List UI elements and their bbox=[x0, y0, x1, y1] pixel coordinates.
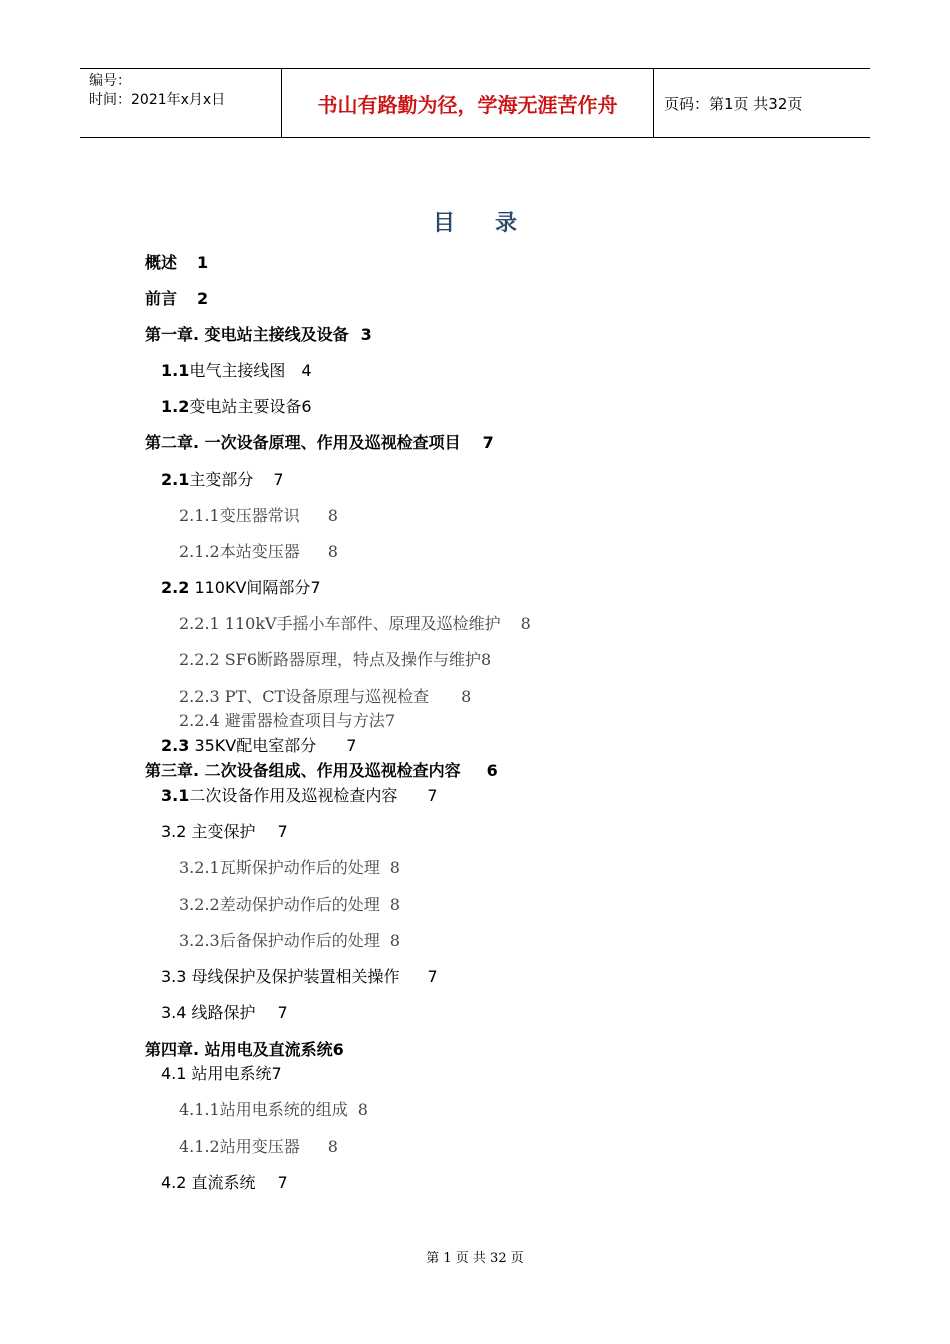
toc-entry[interactable] bbox=[179, 931, 400, 951]
toc-entry-page: 7 bbox=[277, 1173, 288, 1192]
toc-entry-page: 7 bbox=[277, 822, 288, 841]
toc-entry[interactable] bbox=[179, 895, 400, 915]
toc-entry-text: 4.2 直流系统 bbox=[161, 1173, 256, 1192]
toc-entry-number: 2.3 bbox=[161, 736, 190, 755]
toc-entry-page: 8 bbox=[389, 895, 400, 914]
toc-entry-text: 第三章. 二次设备组成、作用及巡视检查内容 bbox=[145, 761, 461, 780]
toc-entry-page: 8 bbox=[481, 650, 492, 669]
toc-entry-text: 电气主接线图 bbox=[189, 361, 286, 380]
toc-entry[interactable] bbox=[145, 325, 372, 345]
toc-entry[interactable] bbox=[145, 761, 498, 781]
toc-entry-text: 第二章. 一次设备原理、作用及巡视检查项目 bbox=[145, 433, 461, 452]
toc-entry-text: 35KV配电室部分 bbox=[194, 736, 317, 755]
toc-entry-text: 4.1 站用电系统 bbox=[161, 1064, 272, 1083]
toc-entry[interactable] bbox=[179, 506, 338, 526]
toc-entry[interactable] bbox=[161, 361, 312, 381]
toc-entry-page: 7 bbox=[271, 1064, 282, 1083]
toc-entry-text: 3.2.2差动保护动作后的处理 bbox=[179, 895, 380, 914]
toc-entry[interactable] bbox=[161, 578, 321, 598]
toc-entry[interactable] bbox=[179, 650, 491, 670]
toc-entry[interactable] bbox=[179, 1100, 368, 1120]
toc-entry[interactable] bbox=[161, 736, 356, 756]
toc-entry-page: 8 bbox=[389, 931, 400, 950]
toc-entry-text: 第一章. 变电站主接线及设备 bbox=[145, 325, 349, 344]
toc-entry-text: 2.2.2 SF6断路器原理，特点及操作与维护 bbox=[179, 650, 482, 669]
toc-entry-page: 7 bbox=[273, 470, 284, 489]
toc-entry[interactable] bbox=[161, 470, 284, 490]
toc-entry[interactable] bbox=[161, 822, 288, 842]
toc-entry-page: 8 bbox=[357, 1100, 368, 1119]
toc-entry-page: 7 bbox=[427, 786, 438, 805]
toc-entry[interactable] bbox=[145, 433, 494, 453]
toc-entry-text: 4.1.2站用变压器 bbox=[179, 1137, 300, 1156]
header-meta bbox=[80, 69, 280, 137]
toc-entry-text: 3.2 主变保护 bbox=[161, 822, 256, 841]
toc-entry-text: 二次设备作用及巡视检查内容 bbox=[189, 786, 398, 805]
toc-entry[interactable] bbox=[145, 289, 208, 309]
toc-entry[interactable] bbox=[179, 687, 471, 707]
toc-entry-page: 7 bbox=[384, 711, 395, 730]
toc-entry[interactable] bbox=[145, 1040, 344, 1060]
toc-entry-page: 1 bbox=[197, 253, 209, 272]
header-number-label: 编号： bbox=[89, 73, 131, 89]
toc-entry-page: 8 bbox=[327, 506, 338, 525]
toc-entry-page: 7 bbox=[427, 967, 438, 986]
toc-entry-page: 8 bbox=[327, 542, 338, 561]
toc-entry-page: 3 bbox=[360, 325, 372, 344]
toc-entry-text: 110KV间隔部分 bbox=[194, 578, 311, 597]
toc-entry-page: 8 bbox=[461, 687, 472, 706]
toc-title: 目录 bbox=[432, 211, 557, 236]
toc-entry-text: 2.2.4 避雷器检查项目与方法 bbox=[179, 711, 385, 730]
header-time-label: 时间：2021年x月x日 bbox=[89, 92, 226, 108]
toc-entry-text: 4.1.1站用电系统的组成 bbox=[179, 1100, 348, 1119]
header-page-info: 页码：第1页 共32页 bbox=[664, 94, 803, 113]
toc-entry-page: 8 bbox=[520, 614, 531, 633]
toc-entry-text: 2.2.3 PT、CT设备原理与巡视检查 bbox=[179, 687, 430, 706]
toc-entry-text: 3.2.3后备保护动作后的处理 bbox=[179, 931, 380, 950]
toc-entry-text: 2.2.1 110kV手摇小车部件、原理及巡检维护 bbox=[179, 614, 501, 633]
toc-entry[interactable] bbox=[179, 614, 531, 634]
toc-entry-number: 2.1 bbox=[161, 470, 190, 489]
toc-entry-page: 7 bbox=[277, 1003, 288, 1022]
toc-entry-text: 3.2.1瓦斯保护动作后的处理 bbox=[179, 858, 380, 877]
toc-entry[interactable] bbox=[179, 542, 338, 562]
toc-entry-text: 第四章. 站用电及直流系统 bbox=[145, 1040, 333, 1059]
toc-entry[interactable] bbox=[179, 858, 400, 878]
toc-entry-number: 3.1 bbox=[161, 786, 190, 805]
toc-entry-page: 7 bbox=[310, 578, 321, 597]
toc-entry[interactable] bbox=[161, 1173, 288, 1193]
toc-entry[interactable] bbox=[179, 1137, 338, 1157]
toc-entry-page: 8 bbox=[389, 858, 400, 877]
toc-entry-text: 3.3 母线保护及保护装置相关操作 bbox=[161, 967, 400, 986]
toc-entry[interactable] bbox=[161, 967, 438, 987]
toc-entry-page: 4 bbox=[301, 361, 312, 380]
toc-entry-text: 2.1.1变压器常识 bbox=[179, 506, 300, 525]
toc-entry-page: 6 bbox=[486, 761, 498, 780]
toc-entry[interactable] bbox=[161, 397, 312, 417]
toc-entry[interactable] bbox=[161, 1064, 282, 1084]
header-motto: 书山有路勤为径，学海无涯苦作舟 bbox=[281, 69, 654, 137]
toc-entry-page: 8 bbox=[327, 1137, 338, 1156]
toc-entry-text: 概述 bbox=[145, 253, 178, 272]
toc-entry-page: 2 bbox=[197, 289, 209, 308]
toc-entry[interactable] bbox=[145, 253, 208, 273]
toc-entry-page: 6 bbox=[332, 1040, 344, 1059]
toc-entry-text: 变电站主要设备 bbox=[189, 397, 302, 416]
toc-entry[interactable] bbox=[161, 1003, 288, 1023]
toc-entry-page: 7 bbox=[346, 736, 357, 755]
toc-entry-text: 2.1.2本站变压器 bbox=[179, 542, 300, 561]
toc-entry[interactable] bbox=[161, 786, 438, 806]
toc-entry-number: 2.2 bbox=[161, 578, 190, 597]
toc-entry-page: 7 bbox=[482, 433, 494, 452]
toc-entry-number: 1.1 bbox=[161, 361, 190, 380]
toc-entry-page: 6 bbox=[301, 397, 312, 416]
toc-entry[interactable] bbox=[179, 711, 395, 731]
page-footer: 第 1 页 共 32 页 bbox=[426, 1251, 524, 1266]
toc-entry-text: 主变部分 bbox=[189, 470, 254, 489]
page-header bbox=[80, 68, 870, 138]
toc-entry-number: 1.2 bbox=[161, 397, 190, 416]
toc-entry-text: 3.4 线路保护 bbox=[161, 1003, 256, 1022]
toc-entry-text: 前言 bbox=[145, 289, 178, 308]
